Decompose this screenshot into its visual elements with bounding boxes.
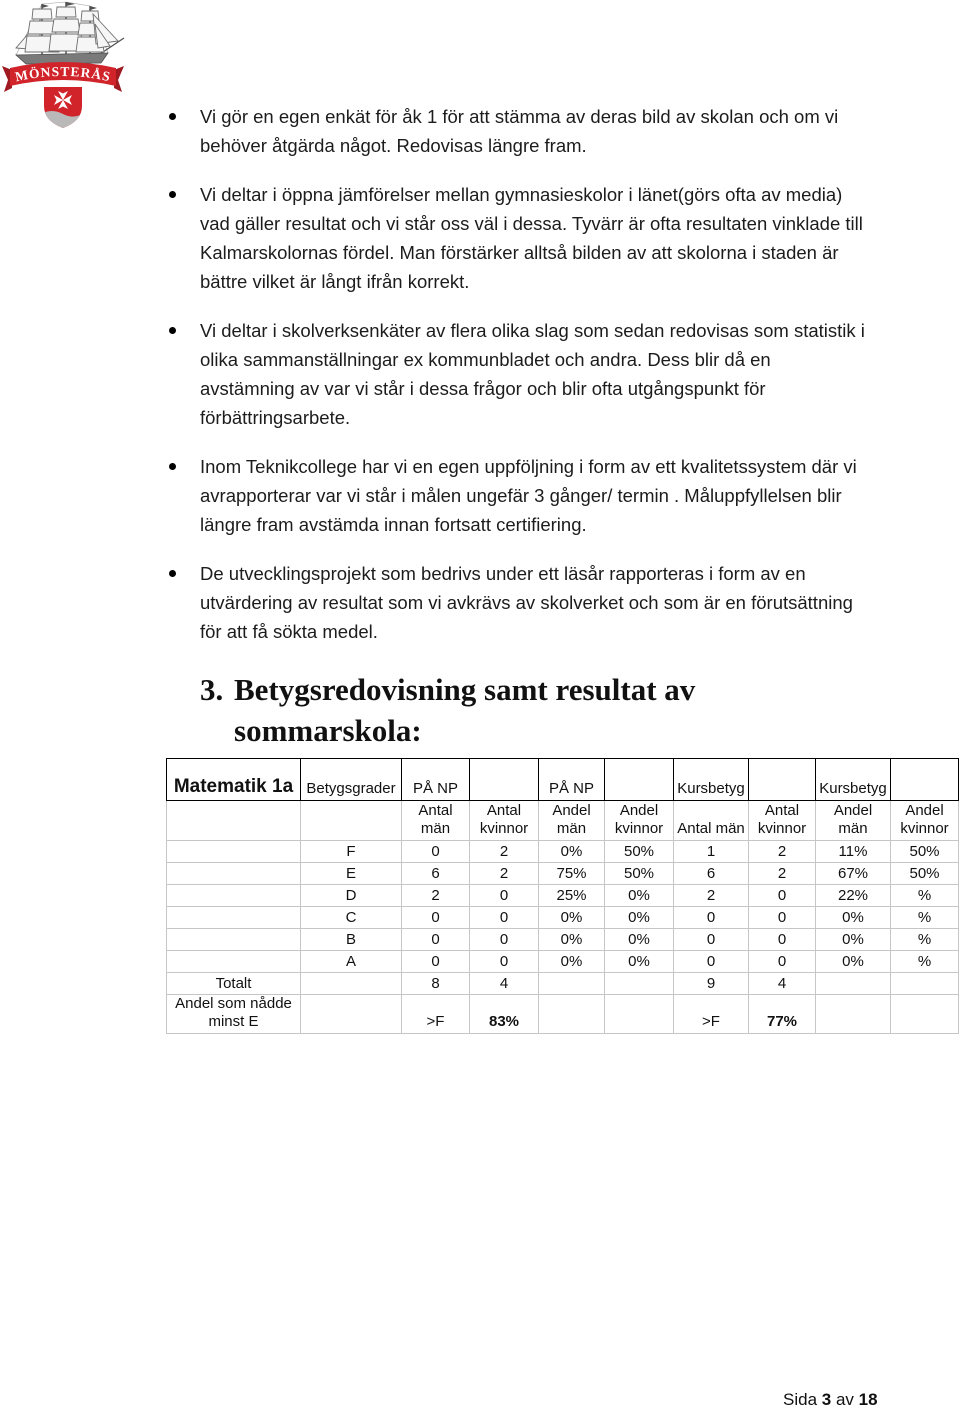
- table-cell: 6: [402, 863, 470, 885]
- table-cell: 0: [674, 907, 749, 929]
- column-header: Andel män: [816, 801, 891, 841]
- section-title: Betygsredovisning samt resultat av sommarskola:: [234, 672, 696, 748]
- ship-icon: [16, 2, 124, 64]
- table-row: [167, 951, 959, 973]
- table-cell: 2: [402, 885, 470, 907]
- table-cell: [605, 995, 674, 1034]
- table-cell: [539, 995, 605, 1034]
- table-row: [167, 863, 959, 885]
- table-cell: 75%: [539, 863, 605, 885]
- grade-label: A: [301, 951, 402, 973]
- table-cell: %: [891, 929, 959, 951]
- column-header: Andel kvinnor: [891, 801, 959, 841]
- column-header: Andel kvinnor: [605, 801, 674, 841]
- table-cell: 77%: [749, 995, 816, 1034]
- row-label: [167, 841, 301, 863]
- list-item: [200, 180, 920, 296]
- column-group-header: [891, 759, 959, 801]
- list-item-line: vad gäller resultat och vi står oss väl i dessa. Tyvärr är ofta resultaten vinklade till: [200, 213, 863, 234]
- table-cell: 0%: [539, 951, 605, 973]
- list-item-line: De utvecklingsprojekt som bedrivs under ett läsår rapporteras i form av en: [200, 563, 806, 584]
- table-cell: 0: [402, 929, 470, 951]
- table-cell: 50%: [605, 863, 674, 885]
- table-cell: 2: [749, 863, 816, 885]
- table-cell: 0%: [816, 951, 891, 973]
- table-cell: 0%: [605, 885, 674, 907]
- table-cell: 0%: [539, 841, 605, 863]
- row-label: [167, 951, 301, 973]
- column-group-header: PÅ NP: [402, 759, 470, 801]
- grade-label: C: [301, 907, 402, 929]
- table-cell: 50%: [891, 863, 959, 885]
- table-cell: 0: [402, 951, 470, 973]
- page-total: 18: [858, 1390, 878, 1409]
- column-group-header: [749, 759, 816, 801]
- row-label: Totalt: [167, 973, 301, 995]
- table-cell: 67%: [816, 863, 891, 885]
- table-cell: 0: [674, 929, 749, 951]
- table-cell: 2: [470, 863, 539, 885]
- grade-label: B: [301, 929, 402, 951]
- table-cell: [891, 995, 959, 1034]
- column-header: Andel män: [539, 801, 605, 841]
- page-footer: [783, 1389, 878, 1411]
- table-cell: %: [891, 907, 959, 929]
- column-header: [167, 801, 301, 841]
- page-of-label: av: [835, 1390, 854, 1409]
- table-cell: 50%: [605, 841, 674, 863]
- table-cell: 1: [674, 841, 749, 863]
- list-item-line: behöver åtgärda något. Redovisas längre fram.: [200, 135, 587, 156]
- table-cell: 0: [749, 885, 816, 907]
- row-label: [167, 863, 301, 885]
- table-cell: 4: [749, 973, 816, 995]
- table-row: [167, 995, 959, 1034]
- column-group-header: PÅ NP: [539, 759, 605, 801]
- list-item-line: längre fram avstämda innan fortsatt certifiering.: [200, 514, 587, 535]
- table-cell: 0: [674, 951, 749, 973]
- list-item: [200, 316, 920, 432]
- page-number: 3: [821, 1390, 832, 1409]
- table-cell: 0: [749, 907, 816, 929]
- column-group-header: Betygsgrader: [301, 759, 402, 801]
- table-cell: 0: [402, 841, 470, 863]
- list-item-line: utvärdering av resultat som vi avkrävs av skolverket och som är en förutsättning: [200, 592, 853, 613]
- table-cell: 9: [674, 973, 749, 995]
- bullet-icon: [169, 570, 176, 577]
- table-row: [167, 907, 959, 929]
- page-label: Sida: [783, 1390, 818, 1409]
- list-item-line: Vi deltar i skolverksenkäter av flera olika slag som sedan redovisas som statistik i: [200, 320, 865, 341]
- grade-table-body: [167, 759, 959, 1034]
- table-cell: %: [891, 885, 959, 907]
- table-cell: 83%: [470, 995, 539, 1034]
- list-item: [200, 559, 920, 646]
- list-item-line: avstämning av var vi står i dessa frågor och blir ofta utgångspunkt för: [200, 378, 766, 399]
- monsteras-logo: [0, 0, 126, 130]
- section-number: 3.: [200, 672, 224, 707]
- table-cell: 0: [749, 951, 816, 973]
- table-cell: 2: [674, 885, 749, 907]
- column-header: Antal kvinnor: [470, 801, 539, 841]
- table-row: [167, 973, 959, 995]
- list-item-line: förbättringsarbete.: [200, 407, 351, 428]
- table-cell: 0%: [539, 929, 605, 951]
- grade-label: D: [301, 885, 402, 907]
- table-cell: 0: [470, 885, 539, 907]
- table-cell: 4: [470, 973, 539, 995]
- list-item-line: olika sammanställningar ex kommunbladet och andra. Dess blir då en: [200, 349, 771, 370]
- list-item-line: för att få sökta medel.: [200, 621, 378, 642]
- grade-label: [301, 973, 402, 995]
- grade-label: E: [301, 863, 402, 885]
- table-cell: 0: [470, 951, 539, 973]
- list-item-line: bättre vilket är långt ifrån korrekt.: [200, 271, 470, 292]
- shield-icon: [40, 85, 86, 130]
- table-cell: 22%: [816, 885, 891, 907]
- table-cell: [816, 973, 891, 995]
- table-cell: 0: [470, 907, 539, 929]
- grade-label: [301, 995, 402, 1034]
- table-cell: 11%: [816, 841, 891, 863]
- table-title: Matematik 1a: [167, 759, 301, 801]
- bullet-icon: [169, 463, 176, 470]
- column-group-header: Kursbetyg: [674, 759, 749, 801]
- grade-table: [166, 758, 959, 1034]
- bullet-list: [200, 102, 920, 666]
- row-label: [167, 929, 301, 951]
- logo-wordmark: MÖNSTERÅS: [13, 63, 113, 85]
- table-cell: [891, 973, 959, 995]
- table-cell: 8: [402, 973, 470, 995]
- column-header: [301, 801, 402, 841]
- column-header: Antal kvinnor: [749, 801, 816, 841]
- table-cell: 25%: [539, 885, 605, 907]
- bullet-icon: [169, 191, 176, 198]
- table-cell: 50%: [891, 841, 959, 863]
- bullet-icon: [169, 327, 176, 334]
- table-cell: 0%: [605, 907, 674, 929]
- bullet-icon: [169, 113, 176, 120]
- table-cell: 2: [749, 841, 816, 863]
- row-label: Andel som nådde minst E: [167, 995, 301, 1034]
- table-cell: [539, 973, 605, 995]
- table-cell: 0%: [816, 907, 891, 929]
- list-item-line: Vi gör en egen enkät för åk 1 för att stämma av deras bild av skolan och om vi: [200, 106, 839, 127]
- table-cell: >F: [674, 995, 749, 1034]
- table-cell: 0: [402, 907, 470, 929]
- table-cell: [605, 973, 674, 995]
- table-row: [167, 885, 959, 907]
- row-label: [167, 907, 301, 929]
- grade-label: F: [301, 841, 402, 863]
- table-cell: 2: [470, 841, 539, 863]
- list-item: [200, 452, 920, 539]
- table-group-header-row: [167, 759, 959, 801]
- table-cell: 0%: [816, 929, 891, 951]
- table-cell: 0: [749, 929, 816, 951]
- table-row: [167, 841, 959, 863]
- table-cell: 0: [470, 929, 539, 951]
- column-group-header: Kursbetyg: [816, 759, 891, 801]
- table-row: [167, 929, 959, 951]
- list-item-line: Inom Teknikcollege har vi en egen uppföljning i form av ett kvalitetssystem där vi: [200, 456, 857, 477]
- list-item-line: Kalmarskolornas fördel. Man förstärker alltså bilden av att skolorna i staden är: [200, 242, 839, 263]
- table-cell: %: [891, 951, 959, 973]
- table-cell: 0%: [605, 951, 674, 973]
- row-label: [167, 885, 301, 907]
- column-header: Antal män: [402, 801, 470, 841]
- table-cell: >F: [402, 995, 470, 1034]
- column-group-header: [470, 759, 539, 801]
- list-item: [200, 102, 920, 160]
- section-heading: [200, 669, 760, 753]
- column-header: Antal män: [674, 801, 749, 841]
- table-cell: 6: [674, 863, 749, 885]
- list-item-line: avrapporterar var vi står i målen ungefär 3 gånger/ termin . Måluppfyllelsen blir: [200, 485, 842, 506]
- table-cell: [816, 995, 891, 1034]
- table-cell: 0%: [539, 907, 605, 929]
- table-header-row: [167, 801, 959, 841]
- table-cell: 0%: [605, 929, 674, 951]
- list-item-line: Vi deltar i öppna jämförelser mellan gymnasieskolor i länet(görs ofta av media): [200, 184, 843, 205]
- column-group-header: [605, 759, 674, 801]
